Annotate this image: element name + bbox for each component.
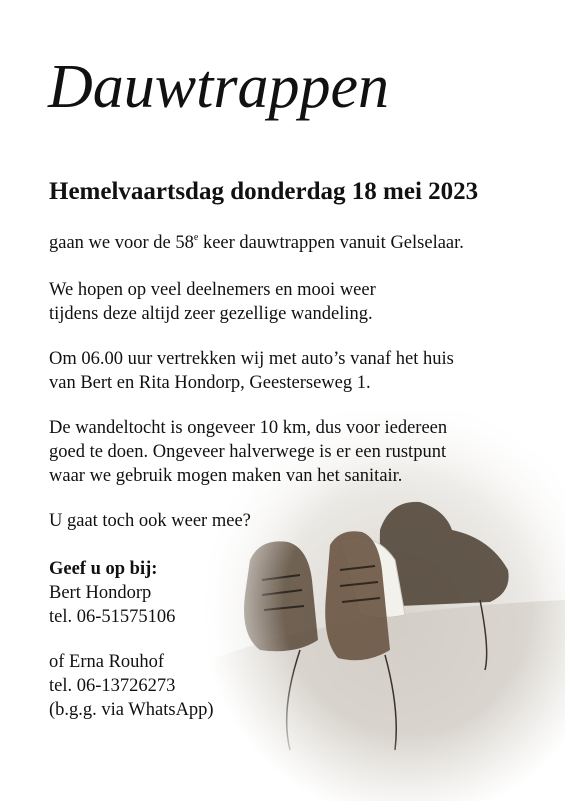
event-date-heading: Hemelvaartsdag donderdag 18 mei 2023 [49,178,479,205]
intro-paragraph [49,231,464,255]
hope-line: We hopen op veel deelnemers en mooi weer [49,280,376,300]
contact-note: (b.g.g. via WhatsApp) [49,700,214,720]
intro-text-before: gaan we voor de 58 [49,233,194,253]
ordinal-suffix: e [193,232,199,243]
departure-line: Om 06.00 uur vertrekken wij met auto’s vanaf het huis [49,349,454,369]
signup-block [49,557,175,629]
walk-line: waar we gebruik mogen maken van het sanitair. [49,466,403,486]
walk-line: De wandeltocht is ongeveer 10 km, dus voor iedereen [49,418,448,438]
contact-name: Bert Hondorp [49,583,152,603]
hope-paragraph [49,278,376,326]
departure-line: van Bert en Rita Hondorp, Geesterseweg 1. [49,373,371,393]
signup-alt-block [49,650,214,722]
contact-phone: tel. 06-51575106 [49,607,176,627]
walk-paragraph [49,416,447,488]
walk-line: goed te doen. Ongeveer halverwege is er een rustpunt [49,442,447,462]
hope-line: tijdens deze altijd zeer gezellige wandeling. [49,304,373,324]
intro-text-after: keer dauwtrappen vanuit Gelselaar. [198,233,464,253]
contact-name: of Erna Rouhof [49,652,165,672]
question-text: U gaat toch ook weer mee? [49,511,251,531]
departure-paragraph [49,347,454,395]
contact-phone: tel. 06-13726273 [49,676,176,696]
page-title: Dauwtrappen [48,53,389,121]
signup-heading: Geef u op bij: [49,559,158,579]
